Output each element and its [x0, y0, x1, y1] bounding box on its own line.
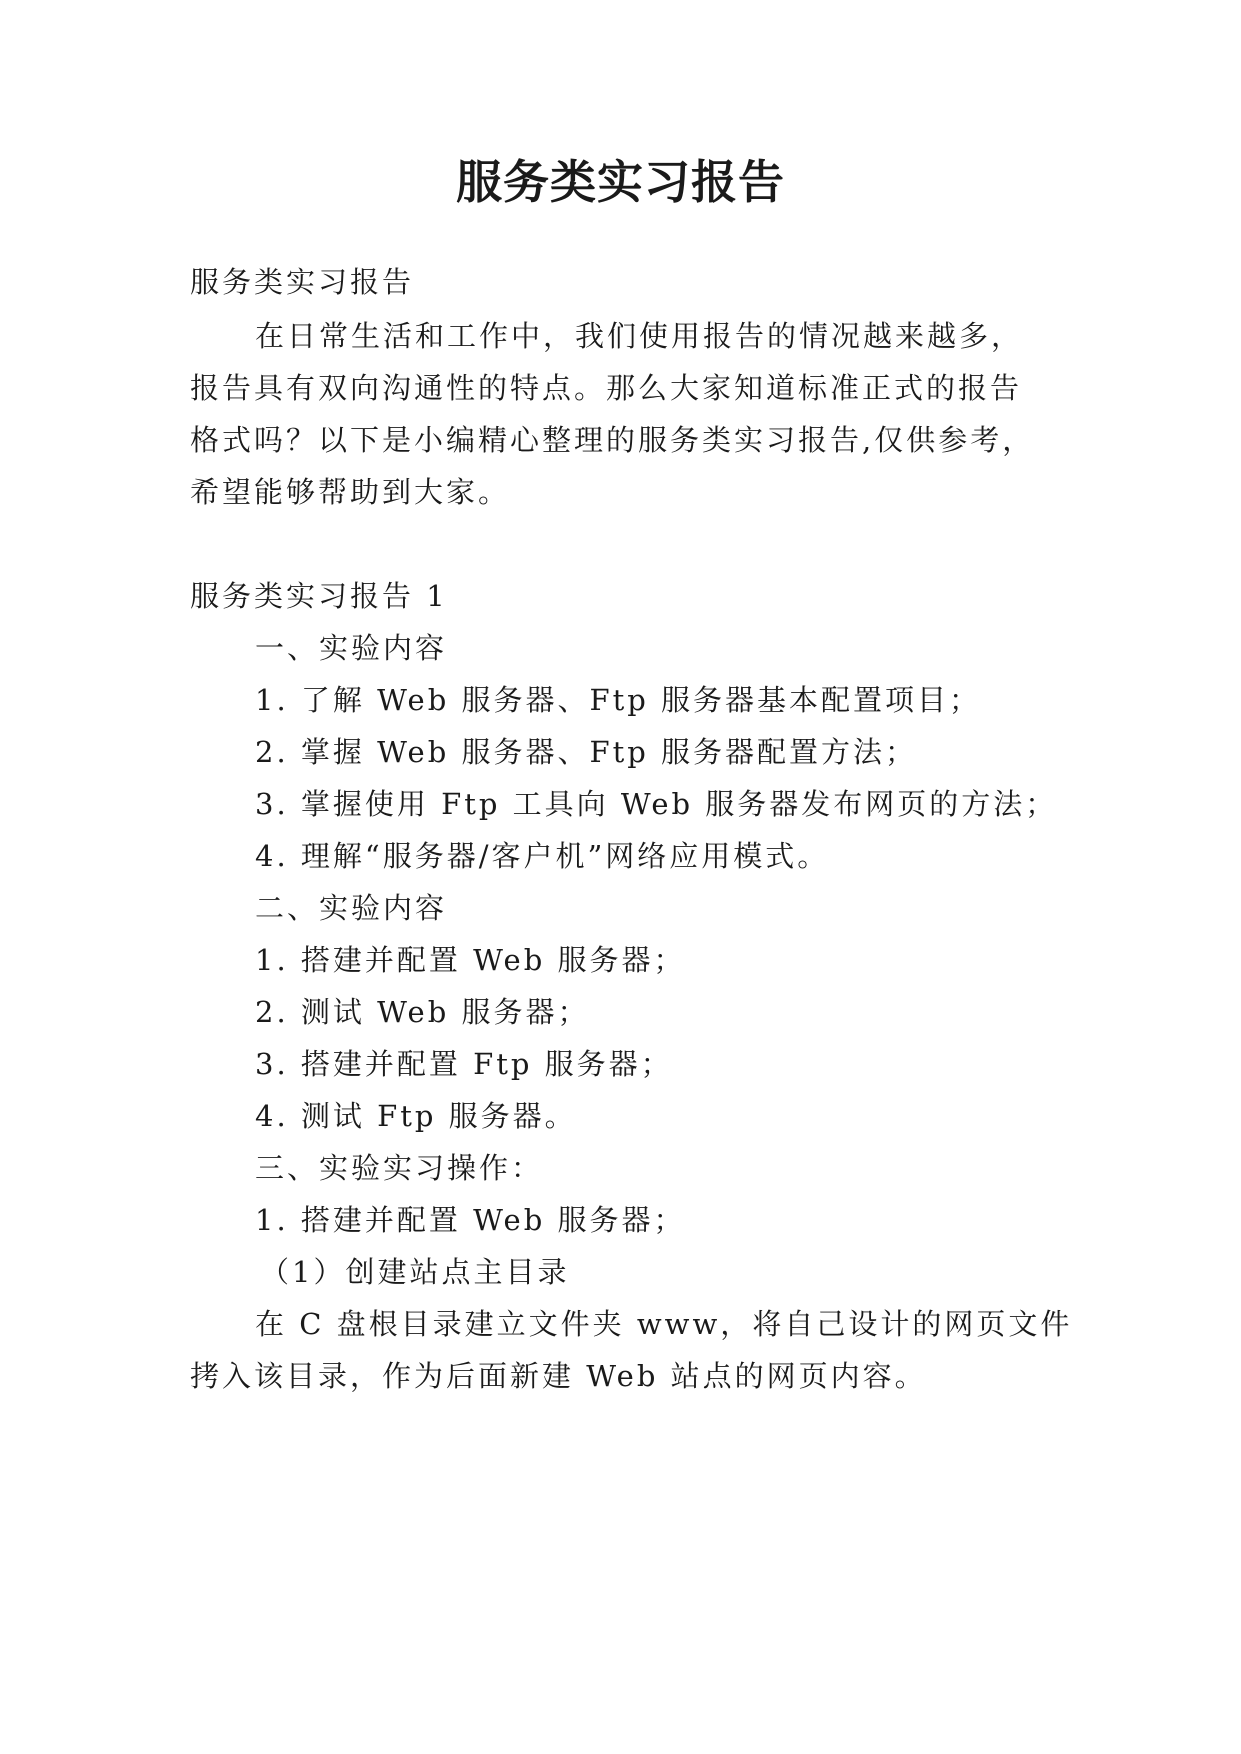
part2-item-2: 2. 测试 Web 服务器；: [255, 995, 590, 1029]
intro-heading: 服务类实习报告: [190, 265, 415, 299]
part2-item-4: 4. 测试 Ftp 服务器。: [255, 1099, 577, 1133]
intro-paragraph-line-4: 希望能够帮助到大家。: [190, 475, 511, 509]
intro-paragraph-line-1: 在日常生活和工作中，我们使用报告的情况越来越多，: [255, 319, 1024, 353]
part2-item-3: 3. 搭建并配置 Ftp 服务器；: [255, 1047, 673, 1081]
sub-paragraph-line-1: 在 C 盘根目录建立文件夹 www，将自己设计的网页文件: [255, 1307, 1073, 1341]
section-heading: 服务类实习报告 1: [190, 579, 448, 613]
part2-heading: 二、实验内容: [255, 891, 448, 925]
part1-item-3: 3. 掌握使用 Ftp 工具向 Web 服务器发布网页的方法；: [255, 787, 1058, 821]
part1-item-1: 1. 了解 Web 服务器、Ftp 服务器基本配置项目；: [255, 683, 982, 717]
sub-heading: （1）创建站点主目录: [260, 1255, 570, 1289]
part3-item-1: 1. 搭建并配置 Web 服务器；: [255, 1203, 686, 1237]
intro-paragraph-line-3: 格式吗？以下是小编精心整理的服务类实习报告,仅供参考，: [190, 423, 1035, 457]
sub-paragraph-line-2: 拷入该目录，作为后面新建 Web 站点的网页内容。: [190, 1359, 927, 1393]
document-title: 服务类实习报告: [456, 155, 785, 209]
part2-item-1: 1. 搭建并配置 Web 服务器；: [255, 943, 686, 977]
part3-heading: 三、实验实习操作：: [255, 1151, 544, 1185]
intro-paragraph-line-2: 报告具有双向沟通性的特点。那么大家知道标准正式的报告: [190, 371, 1023, 405]
part1-item-2: 2. 掌握 Web 服务器、Ftp 服务器配置方法；: [255, 735, 918, 769]
part1-heading: 一、实验内容: [255, 631, 448, 665]
part1-item-4: 4. 理解“服务器/客户机”网络应用模式。: [255, 839, 830, 873]
